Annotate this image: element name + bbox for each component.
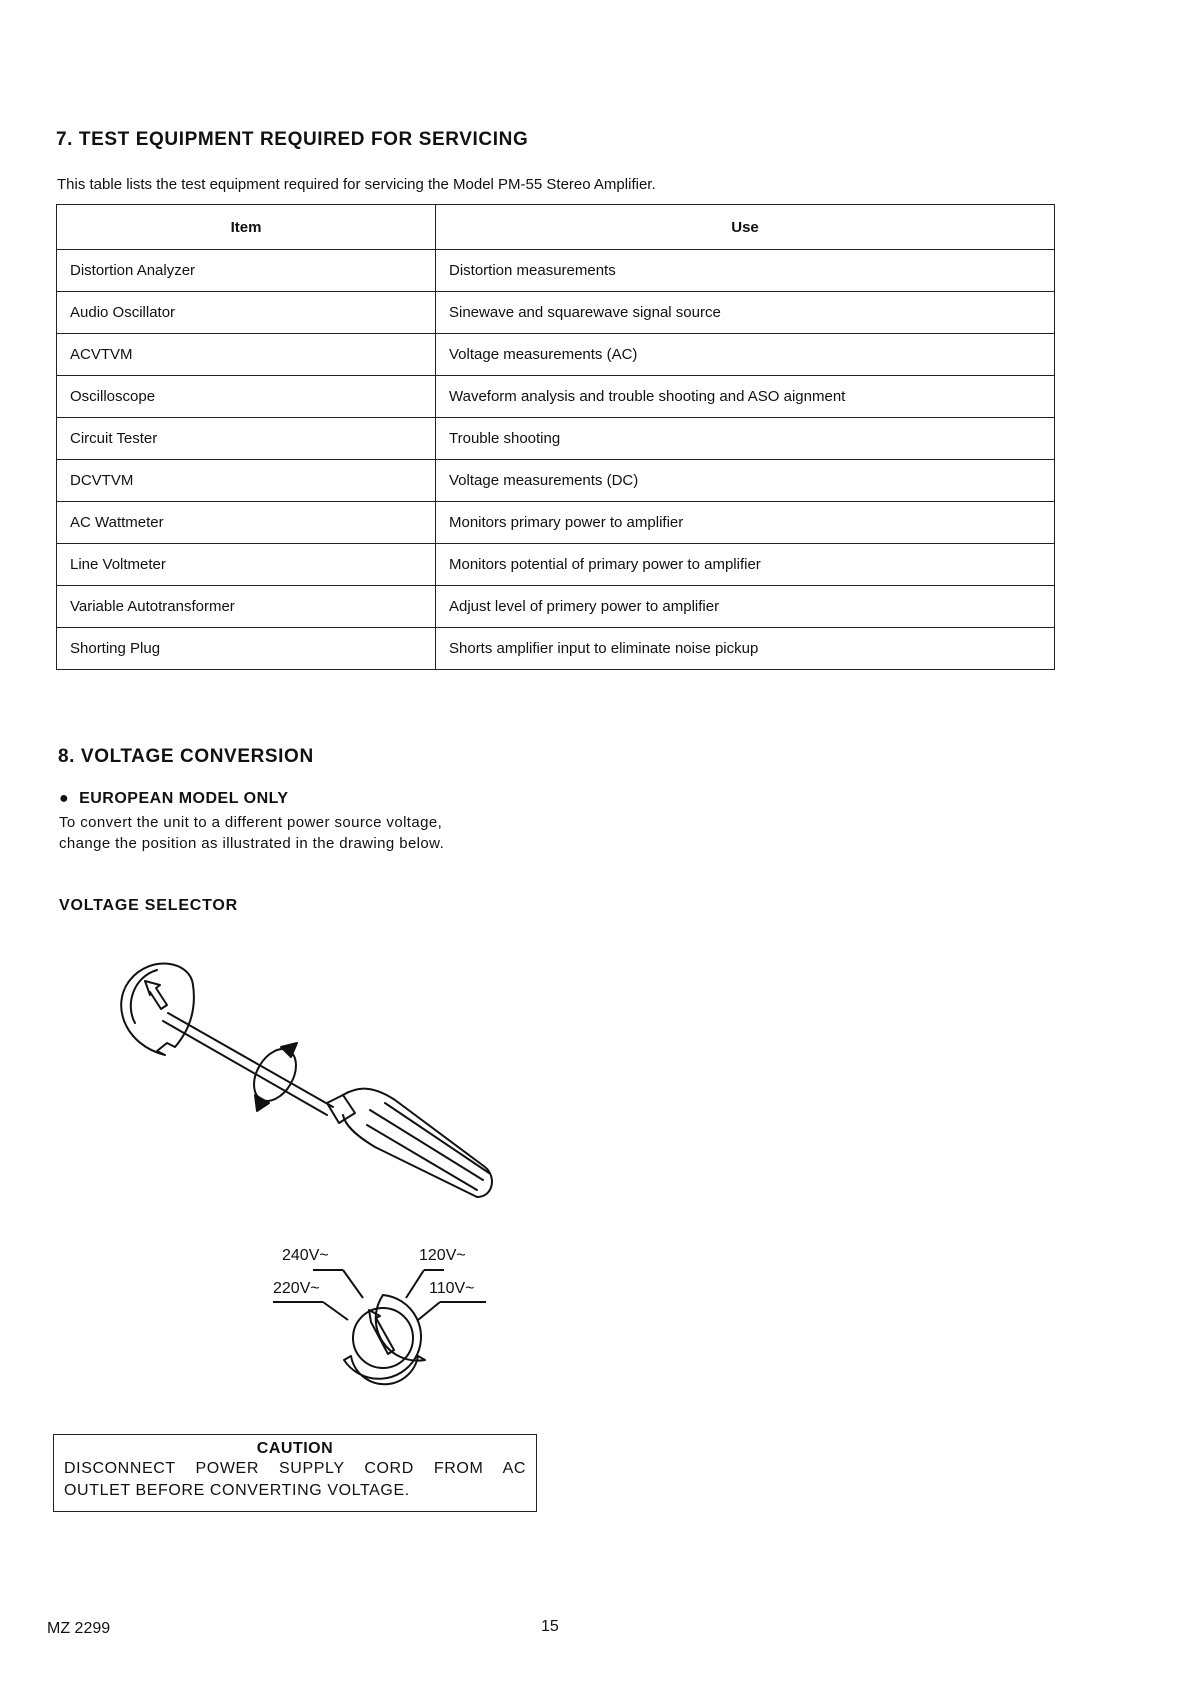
- label-240v: 240V~: [282, 1247, 329, 1264]
- item-cell: ACVTVM: [57, 334, 436, 376]
- use-cell: Trouble shooting: [436, 418, 1055, 460]
- table-row: [57, 250, 1055, 292]
- table-row: [57, 586, 1055, 628]
- bullet-dot-icon: ●: [59, 790, 70, 807]
- caution-line-2: OUTLET BEFORE CONVERTING VOLTAGE.: [64, 1482, 410, 1499]
- caution-title: CAUTION: [256, 1440, 334, 1457]
- caution-line-1: DISCONNECT POWER SUPPLY CORD FROM AC: [64, 1460, 526, 1477]
- european-model-bullet: [59, 790, 289, 808]
- voltage-dial-diagram: [268, 1260, 498, 1395]
- item-cell: Line Voltmeter: [57, 544, 436, 586]
- table-row: [57, 292, 1055, 334]
- use-cell: Sinewave and squarewave signal source: [436, 292, 1055, 334]
- use-cell: Voltage measurements (DC): [436, 460, 1055, 502]
- item-cell: Variable Autotransformer: [57, 586, 436, 628]
- table-row: [57, 628, 1055, 670]
- table-row: [57, 544, 1055, 586]
- item-cell: AC Wattmeter: [57, 502, 436, 544]
- item-cell: Distortion Analyzer: [57, 250, 436, 292]
- label-110v: 110V~: [429, 1280, 475, 1297]
- selector-disc-icon: [121, 964, 194, 1055]
- table-row: [57, 460, 1055, 502]
- bullet-text: EUROPEAN MODEL ONLY: [79, 790, 289, 807]
- page-number: 15: [541, 1618, 559, 1635]
- use-cell: Monitors potential of primary power to amplifier: [436, 544, 1055, 586]
- document-code: MZ 2299: [47, 1620, 111, 1637]
- use-cell: Distortion measurements: [436, 250, 1055, 292]
- item-cell: Oscilloscope: [57, 376, 436, 418]
- section8-title: 8. VOLTAGE CONVERSION: [58, 746, 314, 767]
- use-cell: Shorts amplifier input to eliminate noise pickup: [436, 628, 1055, 670]
- conversion-instructions: [59, 812, 519, 854]
- table-header-row: [57, 205, 1055, 250]
- use-cell: Adjust level of primery power to amplifier: [436, 586, 1055, 628]
- use-cell: Waveform analysis and trouble shooting and ASO aignment: [436, 376, 1055, 418]
- label-220v: 220V~: [273, 1280, 320, 1297]
- table-row: [57, 376, 1055, 418]
- table-row: [57, 418, 1055, 460]
- item-cell: DCVTVM: [57, 460, 436, 502]
- instruction-line-1: To convert the unit to a different power source voltage,: [59, 814, 443, 831]
- instruction-line-2: change the position as illustrated in the drawing below.: [59, 835, 445, 852]
- table-row: [57, 334, 1055, 376]
- voltage-selector-title: VOLTAGE SELECTOR: [59, 897, 239, 914]
- section7-intro: This table lists the test equipment required for servicing the Model PM-55 Stereo Amplifier.: [57, 176, 656, 193]
- item-cell: Audio Oscillator: [57, 292, 436, 334]
- use-cell: Voltage measurements (AC): [436, 334, 1055, 376]
- rotation-arrow-icon: [281, 1043, 297, 1057]
- screwdriver-illustration: [105, 935, 505, 1210]
- section7-title: 7. TEST EQUIPMENT REQUIRED FOR SERVICING: [56, 129, 529, 150]
- header-item: Item: [57, 205, 436, 250]
- item-cell: Shorting Plug: [57, 628, 436, 670]
- item-cell: Circuit Tester: [57, 418, 436, 460]
- equipment-table: [56, 204, 1055, 670]
- use-cell: Monitors primary power to amplifier: [436, 502, 1055, 544]
- label-120v: 120V~: [419, 1247, 466, 1264]
- table-row: [57, 502, 1055, 544]
- header-use: Use: [436, 205, 1055, 250]
- caution-box: [53, 1434, 537, 1512]
